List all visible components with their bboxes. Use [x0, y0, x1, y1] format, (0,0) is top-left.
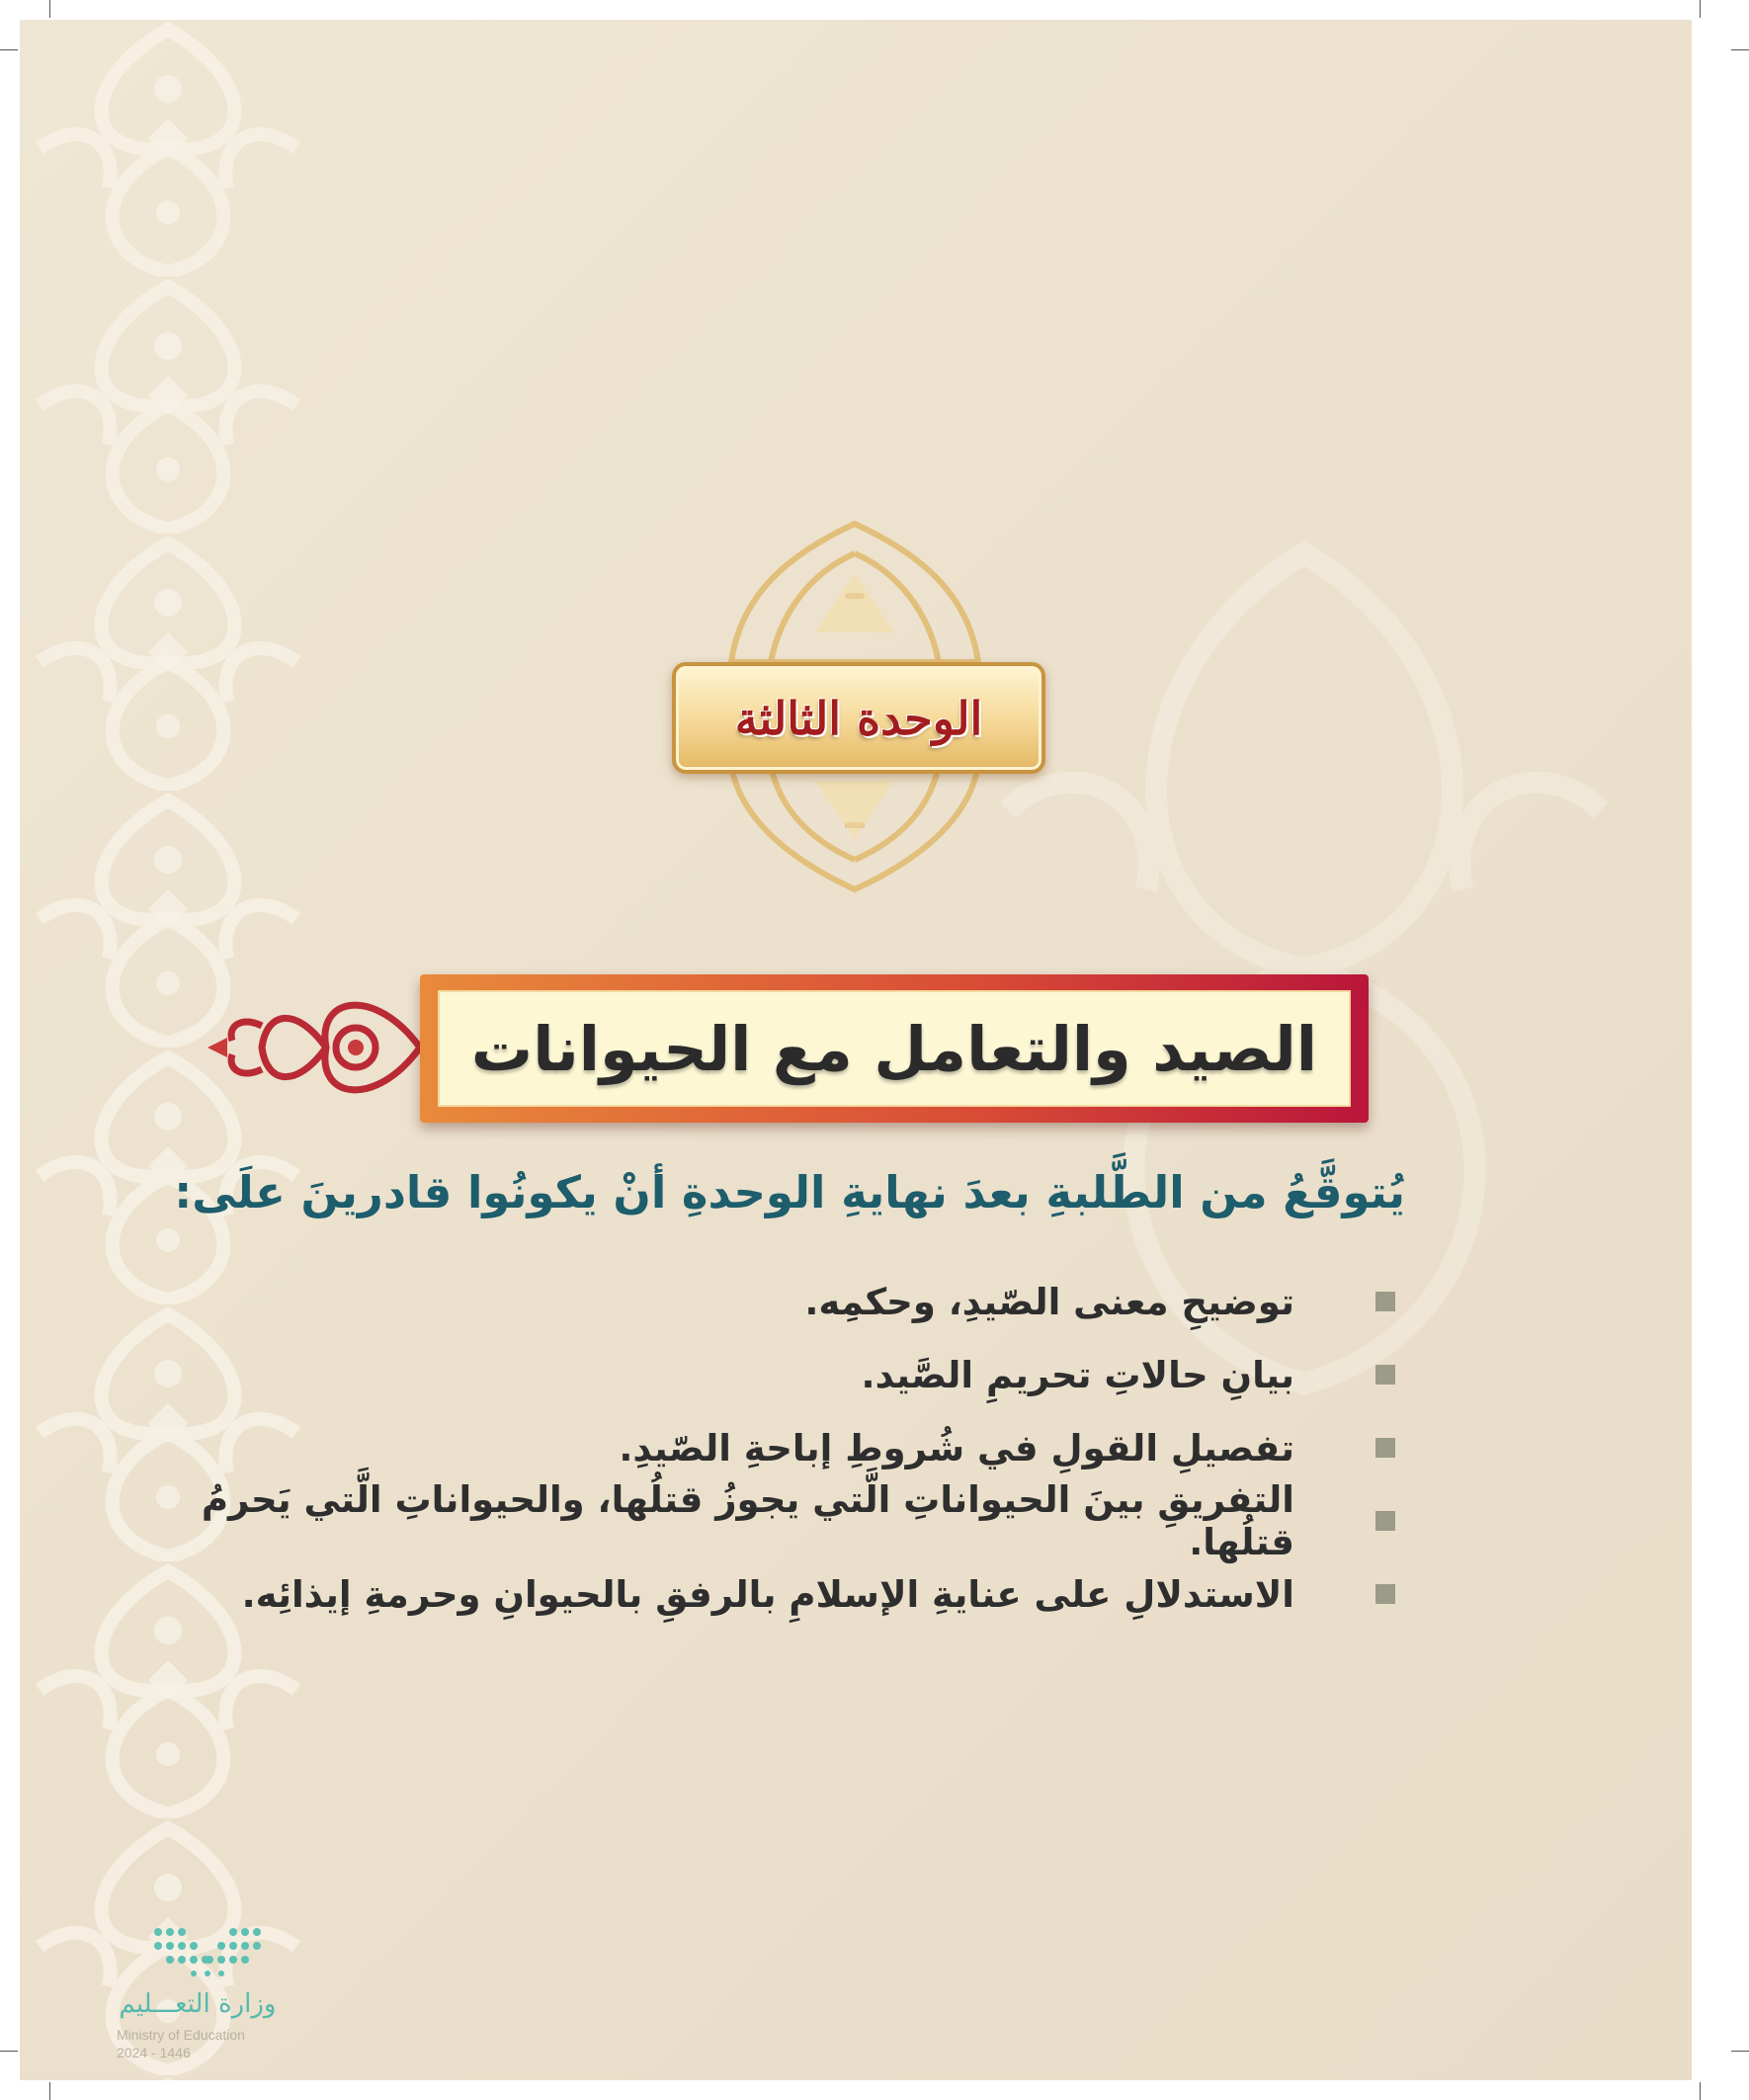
objective-text: توضيحِ معنى الصّيدِ، وحكمِه. [804, 1280, 1294, 1323]
lesson-title-panel [438, 990, 1351, 1107]
crop-mark [0, 49, 18, 50]
crop-mark [49, 2082, 50, 2100]
crop-mark [1731, 49, 1749, 50]
square-bullet-icon [1375, 1292, 1395, 1311]
ministry-logo-arabic: وزارة التعـــليم [119, 1989, 277, 2019]
ministry-logo [109, 1922, 306, 2070]
objective-text: التفريقِ بينَ الحيواناتِ الَّتي يجوزُ قتلُها، والحيواناتِ الَّتي يَحرمُ قتلُها. [201, 1478, 1294, 1563]
crop-mark [0, 2051, 18, 2052]
square-bullet-icon [1375, 1511, 1395, 1531]
crop-mark [1700, 2082, 1701, 2100]
unit-badge [642, 514, 1067, 899]
book-page [20, 20, 1692, 2080]
square-bullet-icon [1375, 1365, 1395, 1385]
unit-label: الوحدة الثالثة [734, 691, 983, 745]
objective-item [160, 1411, 1346, 1484]
objective-item [160, 1557, 1346, 1631]
crop-mark [1731, 2051, 1749, 2052]
objective-text: الاستدلالِ على عنايةِ الإسلامِ بالرفقِ بالحيوانِ وحرمةِ إيذائِه. [241, 1572, 1294, 1616]
square-bullet-icon [1375, 1584, 1395, 1604]
objective-item [160, 1265, 1346, 1338]
objective-item [160, 1478, 1346, 1563]
lesson-title: الصيد والتعامل مع الحيوانات [470, 1012, 1318, 1085]
edition-year: 2024 - 1446 [117, 2045, 191, 2060]
crop-mark [49, 0, 50, 18]
lesson-title-frame [420, 974, 1369, 1123]
crop-mark [1700, 0, 1701, 18]
objectives-intro: يُتوقَّعُ من الطَّلبةِ بعدَ نهايةِ الوحدةِ أنْ يكونُوا قادرينَ علَى: [174, 1166, 1405, 1218]
ministry-logo-english: Ministry of Education [117, 2027, 245, 2043]
square-bullet-icon [1375, 1438, 1395, 1458]
objective-item [160, 1338, 1346, 1411]
objective-text: بيانِ حالاتِ تحريمِ الصَّيد. [861, 1353, 1294, 1396]
objective-text: تفصيلِ القولِ في شُروطِ إباحةِ الصّيدِ. [619, 1426, 1294, 1470]
unit-label-plate [672, 662, 1045, 774]
ministry-logo-dots-icon [148, 1922, 267, 1981]
objectives-list [160, 1265, 1346, 1631]
title-ornament-icon [208, 966, 435, 1130]
